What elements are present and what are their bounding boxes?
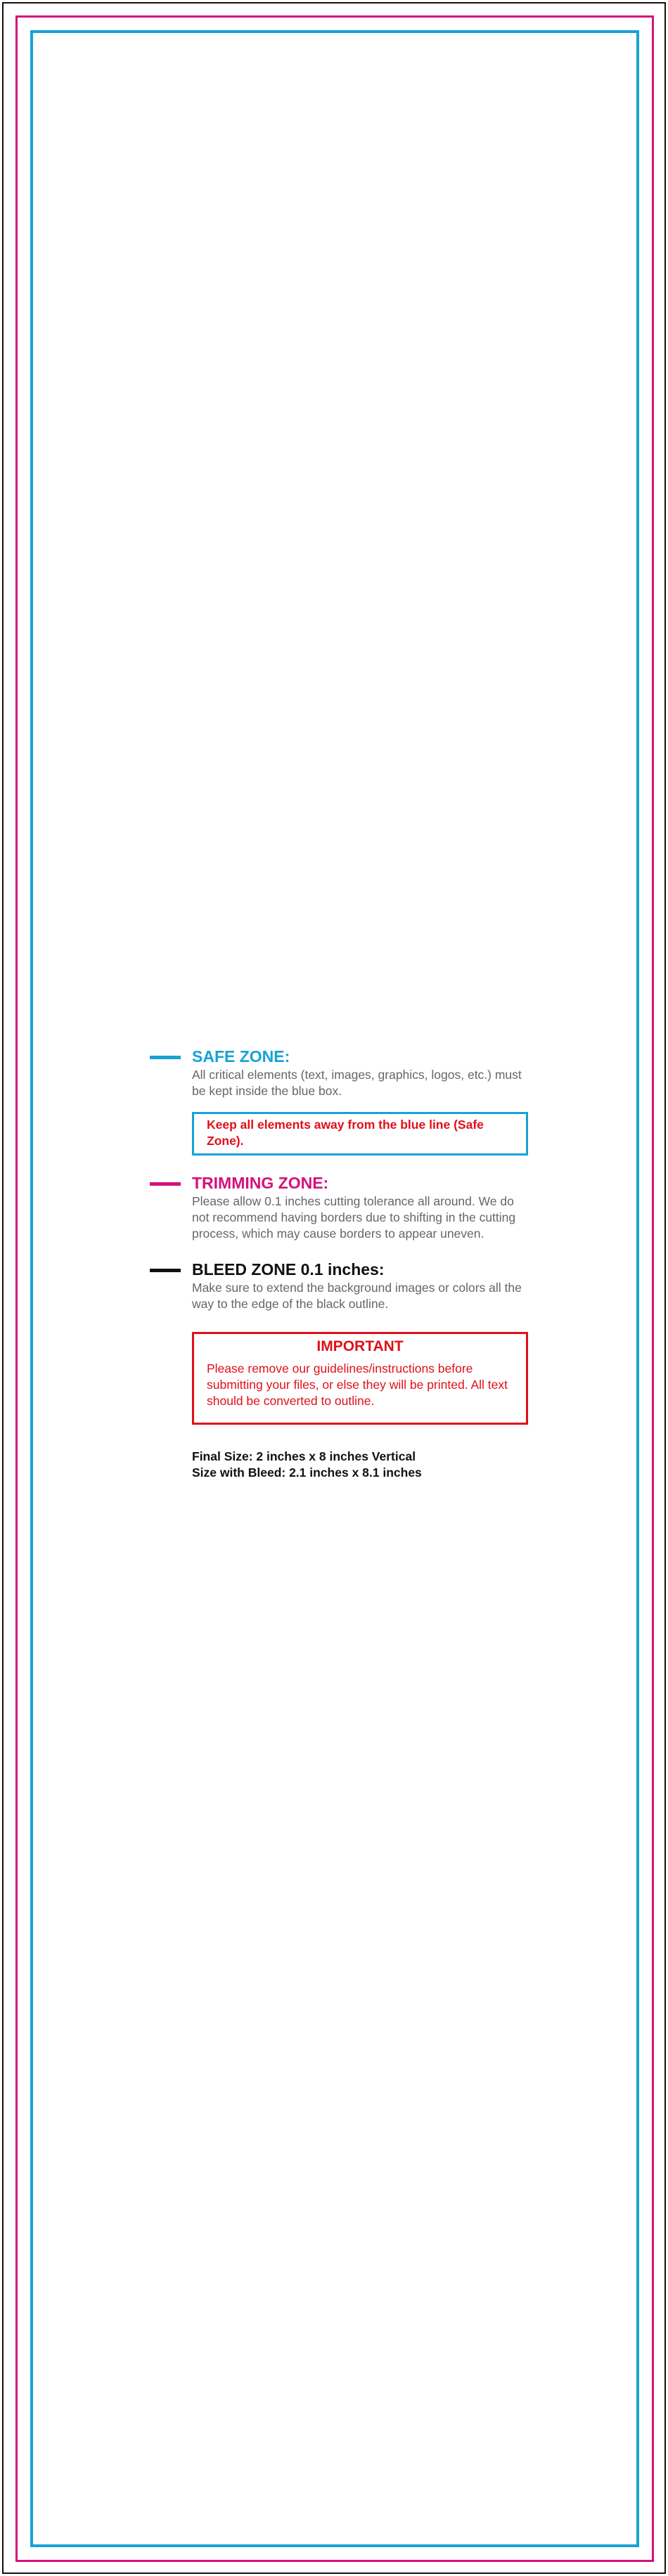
trimming-zone-description: Please allow 0.1 inches cutting tolerance all around. We do not recommend having borders due to shifting in the cutting process, which may cause borders to appear uneven. — [192, 1194, 516, 1241]
trimming-zone-line-marker — [150, 1182, 181, 1186]
important-text: Please remove our guidelines/instructions before submitting your files, or else they will be printed. All text should be converted to outline. — [207, 1361, 508, 1408]
safe-zone-description: All critical elements (text, images, graphics, logos, etc.) must be kept inside the blue box. — [192, 1068, 522, 1098]
trimming-zone-section — [150, 1172, 529, 1242]
template-guidelines — [150, 1046, 529, 1481]
bleed-zone-section — [150, 1259, 529, 1481]
bleed-zone-description: Make sure to extend the background images or colors all the way to the edge of the black outline. — [192, 1281, 522, 1311]
safe-zone-callout: Keep all elements away from the blue line (Safe Zone). — [192, 1112, 528, 1156]
trimming-zone-title: TRIMMING ZONE: — [192, 1174, 329, 1192]
safe-zone-title: SAFE ZONE: — [192, 1047, 290, 1066]
final-size: Final Size: 2 inches x 8 inches Vertical — [192, 1449, 416, 1463]
safe-zone-section — [150, 1046, 529, 1156]
safe-zone-line-marker — [150, 1056, 181, 1059]
size-with-bleed: Size with Bleed: 2.1 inches x 8.1 inches — [192, 1465, 422, 1480]
bleed-zone-title: BLEED ZONE 0.1 inches: — [192, 1260, 385, 1279]
important-title: IMPORTANT — [316, 1338, 404, 1354]
size-info — [192, 1449, 529, 1481]
important-notice — [192, 1332, 528, 1425]
bleed-zone-line-marker — [150, 1269, 181, 1272]
